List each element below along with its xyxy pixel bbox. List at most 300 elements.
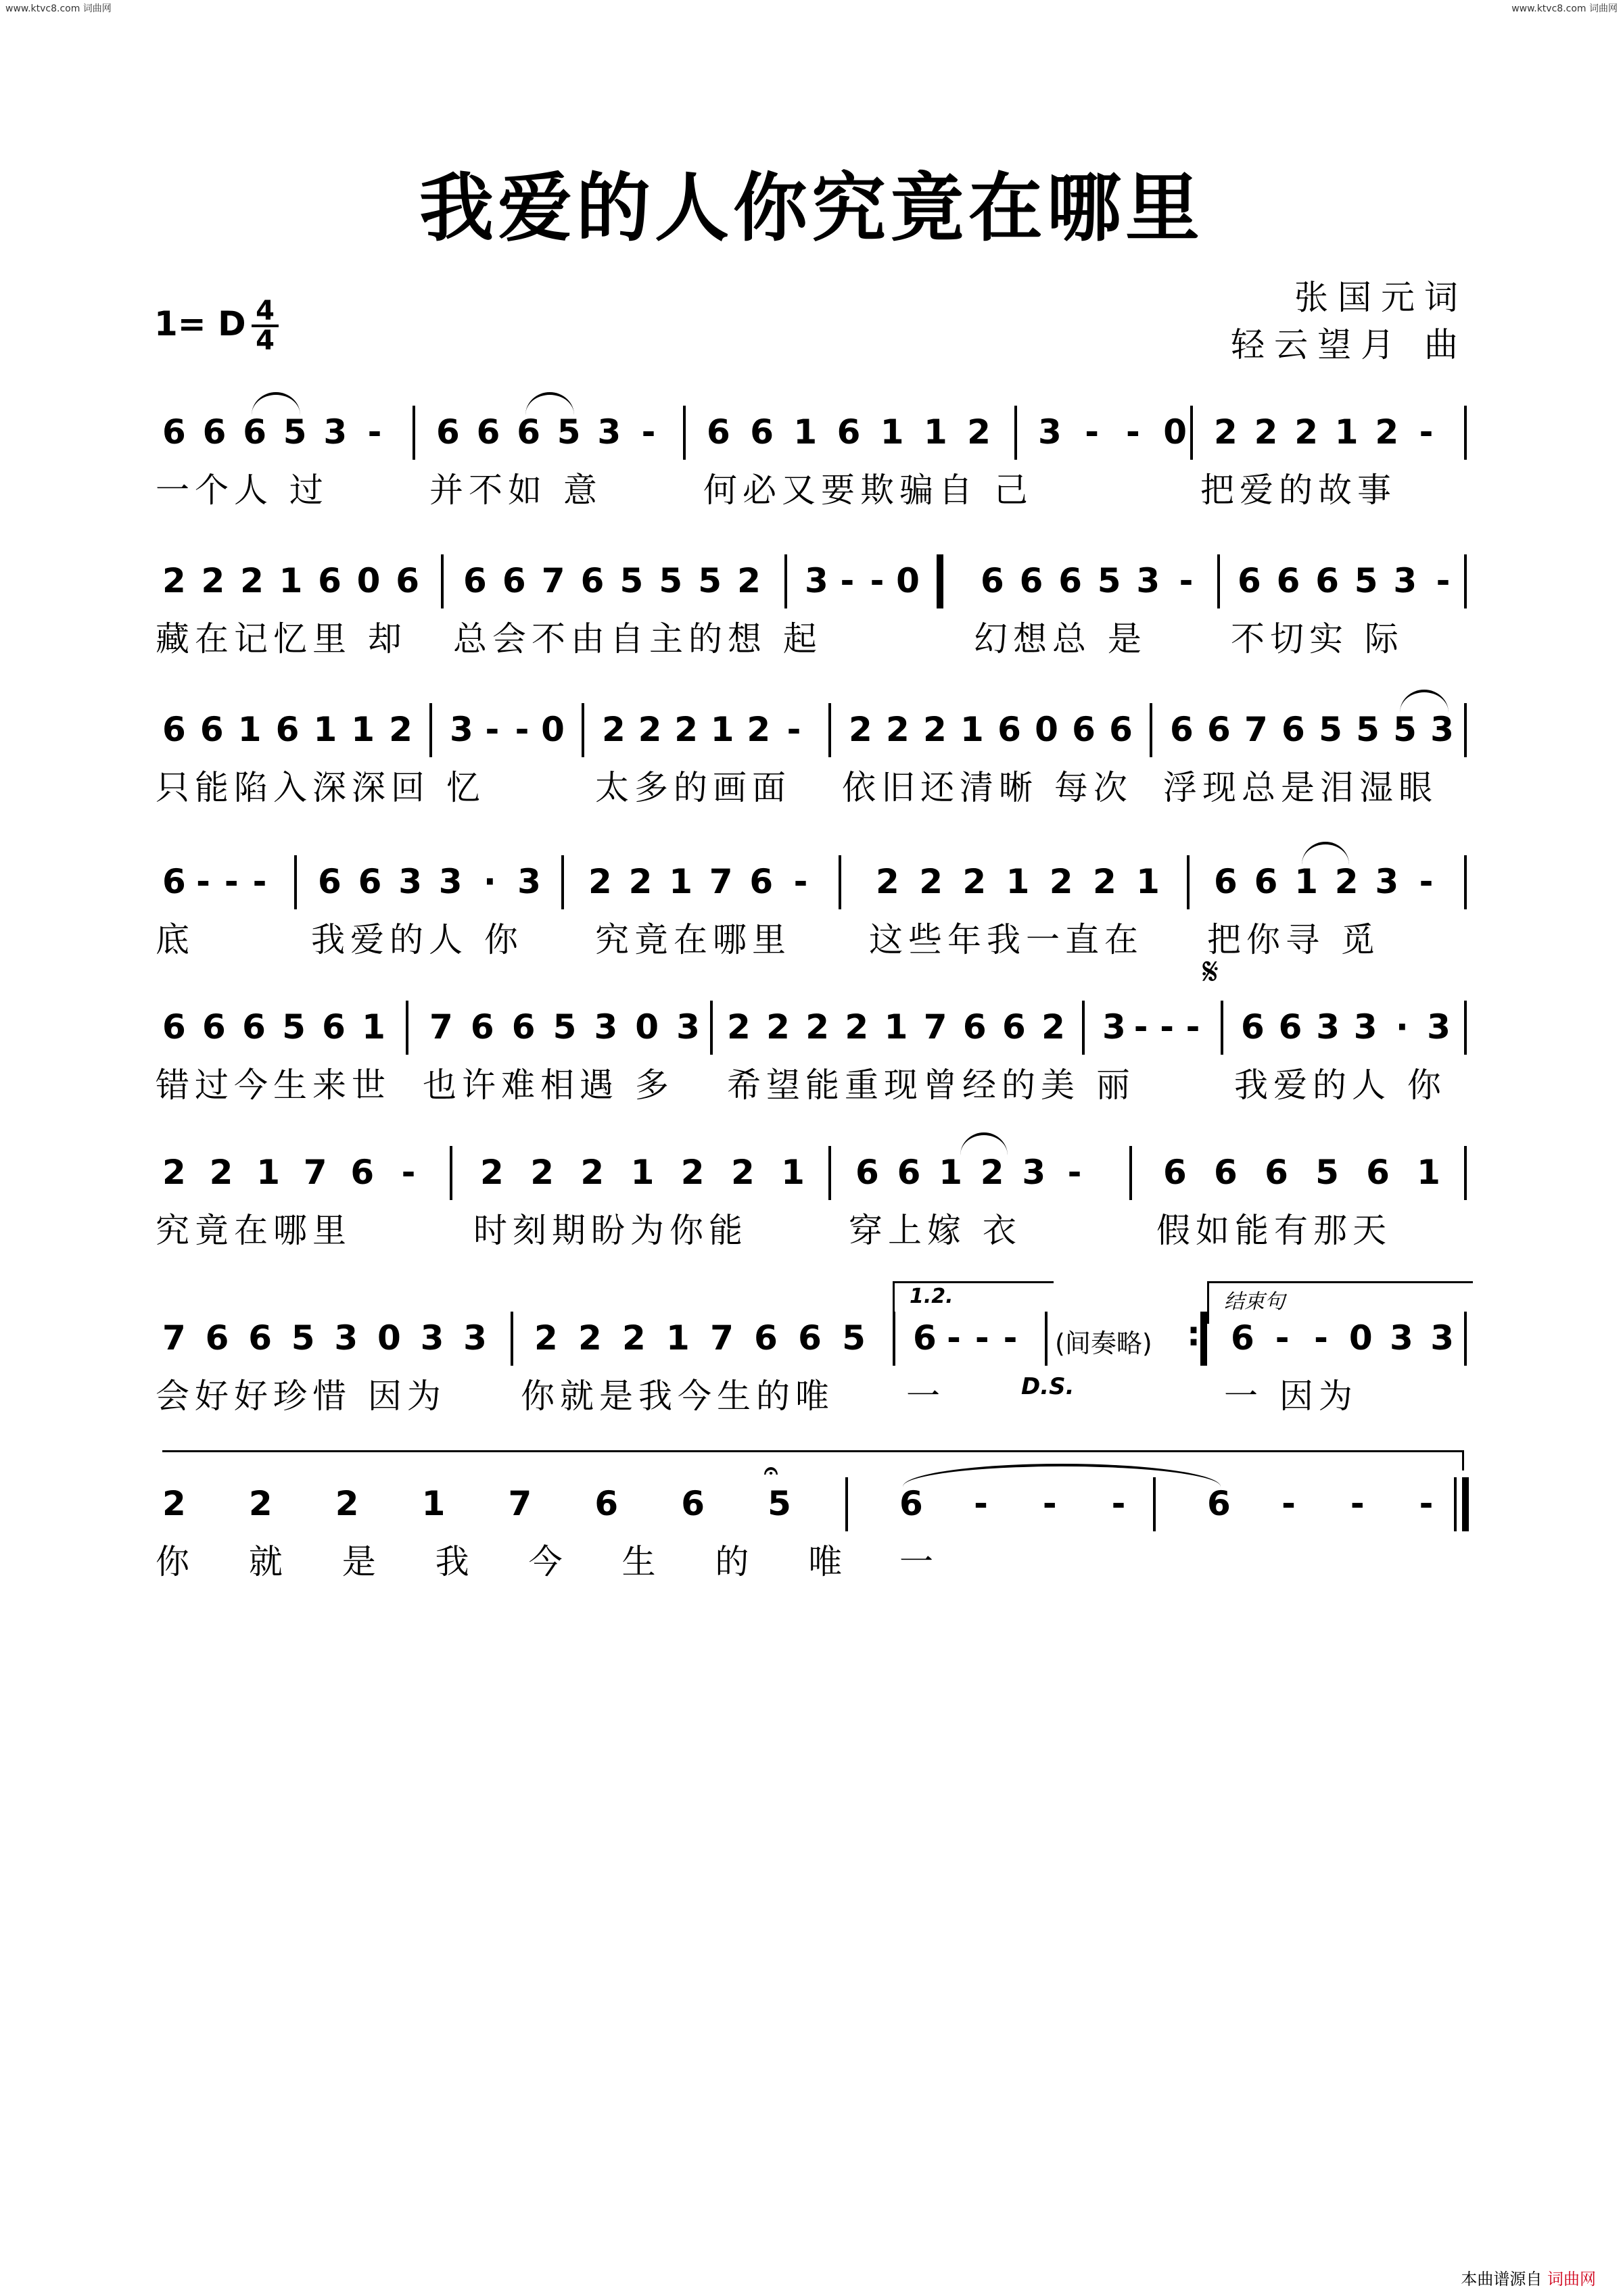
measure [162, 1484, 791, 1538]
lyric: 你就是我今生的唯 [521, 1377, 834, 1416]
note: 0 [377, 1318, 401, 1358]
footer-brand: 词曲网 [1547, 2270, 1596, 2289]
note: 2 [530, 1153, 554, 1192]
barline [1454, 1477, 1457, 1531]
barline [828, 703, 831, 757]
note: 7 [429, 1007, 453, 1047]
lyric: 不切实 际 [1231, 619, 1404, 659]
note: 6 [1109, 710, 1133, 749]
repeat-end-barline [1200, 1312, 1207, 1366]
note: · [1395, 1007, 1409, 1047]
note: 6 [1315, 561, 1339, 600]
note: 5 [698, 561, 722, 600]
note: 1 [669, 862, 692, 901]
notes-row [0, 710, 1623, 764]
lyric: 穿上嫁 衣 [849, 1211, 1022, 1250]
note: 5 [768, 1484, 791, 1523]
measure [981, 561, 1197, 615]
note: 6 [517, 412, 540, 452]
note: 2 [849, 710, 872, 749]
note: 5 [557, 412, 581, 452]
lyric: 只能陷入深深回 忆 [156, 768, 486, 807]
measure [588, 862, 812, 916]
note: 3 [438, 862, 463, 901]
note: - [1160, 1007, 1174, 1047]
note: 6 [913, 1318, 937, 1358]
lyric: 藏在记忆里 却 [156, 619, 407, 659]
note: - [1042, 1484, 1057, 1523]
note: 3 [1136, 561, 1160, 600]
note: 6 [750, 412, 774, 452]
key-signature: 1= D [154, 304, 246, 343]
meter-top: 4 [256, 295, 275, 327]
measure [162, 1153, 419, 1207]
measure [429, 1007, 700, 1061]
note: 1 [884, 1007, 908, 1047]
note: 5 [659, 561, 683, 600]
measure [1170, 710, 1454, 764]
barline [1129, 1146, 1132, 1200]
note: 6 [162, 862, 186, 901]
note: 6 [798, 1318, 822, 1358]
note: 7 [1244, 710, 1268, 749]
lyric: 一 [906, 1377, 945, 1416]
notes-row [0, 1457, 1623, 1538]
barline [784, 554, 787, 608]
measure [162, 561, 419, 615]
note: 3 [1038, 412, 1062, 452]
note: 1 [781, 1153, 805, 1192]
measure [162, 412, 385, 467]
note: 1 [793, 412, 818, 452]
note: - [793, 862, 808, 901]
note: 5 [291, 1318, 315, 1358]
note: - [515, 710, 530, 749]
measure [849, 710, 1133, 764]
note: 3 [1022, 1153, 1046, 1192]
note: 0 [1163, 412, 1187, 452]
note: 5 [1356, 710, 1380, 749]
measure [1163, 1153, 1440, 1207]
lyric: 把你寻 觅 [1207, 920, 1380, 959]
lyrics-row [0, 1058, 1623, 1105]
notes-row [0, 1153, 1623, 1207]
measure [318, 862, 541, 916]
tie [903, 1464, 1221, 1487]
note: 2 [727, 1007, 751, 1047]
note: 3 [517, 862, 541, 901]
note: 7 [710, 1318, 734, 1358]
note: 6 [243, 412, 266, 452]
note: 3 [1390, 1318, 1413, 1358]
lyric: 究竟在哪里 [595, 920, 791, 959]
note: 2 [248, 1484, 273, 1523]
lyric: 时刻期盼为你能 [473, 1211, 748, 1250]
note: 3 [594, 1007, 618, 1047]
lyric: 幻想总 是 [974, 619, 1147, 659]
barline [406, 1001, 408, 1055]
measure [1238, 561, 1454, 615]
note: 3 [334, 1318, 358, 1358]
note: - [1350, 1484, 1365, 1523]
note: 7 [541, 561, 565, 600]
barline [1464, 554, 1467, 608]
note: - [224, 862, 239, 901]
note: 2 [1049, 862, 1073, 901]
barline [294, 855, 297, 909]
lyric: 太多的画面 [595, 768, 791, 807]
note: 2 [201, 561, 225, 600]
note: 2 [389, 710, 413, 749]
header-url-right: www.ktvc8.com 词曲网 [1511, 3, 1618, 14]
note: 2 [674, 710, 698, 749]
note: - [252, 862, 267, 901]
note: 0 [1348, 1318, 1373, 1358]
measure [480, 1153, 805, 1207]
lyric: 这些年我一直在 [869, 920, 1144, 959]
note: 5 [619, 561, 644, 600]
note: - [641, 412, 656, 452]
lyrics-row [0, 1535, 1623, 1582]
measure [162, 710, 413, 764]
note: 7 [303, 1153, 327, 1192]
lyrics-row [0, 913, 1623, 960]
notes-row [0, 1007, 1623, 1061]
note: 2 [162, 1484, 186, 1523]
lyric: 何必又要欺骗自 己 [703, 471, 1033, 510]
lyric: 我爱的人 你 [1234, 1066, 1446, 1105]
lyricist-credit: 张国元词 [1294, 278, 1467, 317]
note: - [786, 710, 801, 749]
slur [252, 392, 300, 415]
note: 0 [1035, 710, 1058, 749]
barline [1464, 703, 1467, 757]
note: 2 [588, 862, 612, 901]
note: 6 [899, 1484, 923, 1523]
note: - [1419, 862, 1434, 901]
note: 5 [1319, 710, 1342, 749]
note: 1 [666, 1318, 690, 1358]
note: 6 [981, 561, 1004, 600]
note: 6 [1241, 1007, 1265, 1047]
note: 2 [737, 561, 761, 600]
lyric: 底 [156, 920, 195, 959]
time-signature [252, 297, 279, 354]
lyrics-row [0, 612, 1623, 659]
note: 6 [749, 862, 774, 901]
note: 6 [476, 412, 500, 452]
barline [710, 1001, 713, 1055]
note: 6 [502, 561, 526, 600]
note: 3 [597, 412, 621, 452]
measure [162, 1007, 385, 1061]
note: 5 [1097, 561, 1121, 600]
note: 6 [511, 1007, 536, 1047]
note: - [1185, 1007, 1200, 1047]
note: 6 [436, 412, 460, 452]
note: 1 [1006, 862, 1030, 901]
measure [162, 862, 270, 916]
note: 2 [480, 1153, 504, 1192]
note: 2 [980, 1153, 1004, 1192]
barline [441, 554, 444, 608]
note: 2 [845, 1007, 869, 1047]
barline [1187, 855, 1190, 909]
note: - [840, 561, 855, 600]
note: 2 [747, 710, 771, 749]
note: 3 [420, 1318, 444, 1358]
note: 3 [805, 561, 828, 600]
interlude-note: (间奏略) [1055, 1329, 1152, 1358]
note: 6 [754, 1318, 778, 1358]
note: 6 [707, 412, 730, 452]
slur [960, 1132, 1008, 1155]
barline [683, 406, 686, 460]
meter-bottom: 4 [252, 325, 279, 354]
coda-line [162, 1450, 1464, 1452]
note: 1 [362, 1007, 385, 1047]
lyric: 会好好珍惜 因为 [156, 1377, 446, 1416]
note: 1 [256, 1153, 280, 1192]
note: 6 [162, 710, 186, 749]
note: 1 [351, 710, 375, 749]
note: 2 [876, 862, 899, 901]
note: 2 [162, 1153, 186, 1192]
lyric: 错过今生来世 [156, 1066, 391, 1105]
note: 6 [322, 1007, 346, 1047]
note: 7 [923, 1007, 947, 1047]
note: 2 [805, 1007, 830, 1047]
note: 0 [635, 1007, 659, 1047]
note: 6 [681, 1484, 705, 1523]
note: 2 [162, 561, 186, 600]
note: 3 [1430, 710, 1454, 749]
lyrics-row [0, 1203, 1623, 1251]
note: 3 [676, 1007, 700, 1047]
note: · [483, 862, 496, 901]
note: 6 [1058, 561, 1082, 600]
note: 6 [897, 1153, 921, 1192]
note: 3 [1393, 561, 1417, 600]
song-title: 我爱的人你究竟在哪里 [419, 164, 1204, 252]
note: - [485, 710, 500, 749]
note: - [1126, 412, 1140, 452]
note: 6 [962, 1007, 987, 1047]
note: 7 [709, 862, 733, 901]
note: 2 [962, 862, 987, 901]
note: 2 [209, 1153, 233, 1192]
note: 2 [923, 710, 947, 749]
note: 5 [842, 1318, 866, 1358]
barline [561, 855, 564, 909]
note: 6 [1254, 862, 1278, 901]
note: 6 [318, 862, 342, 901]
note: 1 [421, 1484, 446, 1523]
barline [1217, 554, 1220, 608]
note: 2 [1041, 1007, 1065, 1047]
note: 0 [541, 710, 565, 749]
note: 5 [1354, 561, 1378, 600]
lyric: 把爱的故事 [1200, 471, 1396, 510]
note: 6 [1019, 561, 1043, 600]
barline [839, 855, 841, 909]
lyric: 依旧还清晰 每次 [842, 768, 1133, 807]
note: 3 [1316, 1007, 1340, 1047]
note: 1 [880, 412, 904, 452]
note: 6 [1276, 561, 1300, 600]
measure [899, 1484, 1129, 1538]
note: 6 [1214, 1153, 1238, 1192]
note: 6 [855, 1153, 879, 1192]
segno-sign: 𝄋 [1202, 950, 1219, 994]
coda-line-end [1462, 1450, 1464, 1470]
note: 6 [162, 1007, 186, 1047]
measure [463, 561, 761, 615]
note: 5 [1393, 710, 1417, 749]
note: 2 [886, 710, 910, 749]
barline [1464, 855, 1467, 909]
barline [582, 703, 584, 757]
lyric: 你 就 是 我 今 生 的 唯 [156, 1542, 867, 1581]
note: 6 [350, 1153, 375, 1192]
barline [1014, 406, 1017, 460]
note: 2 [1254, 412, 1278, 452]
note: 6 [837, 412, 861, 452]
slur [1302, 842, 1349, 865]
note: 2 [919, 862, 943, 901]
note: 2 [1294, 412, 1318, 452]
da-segno-mark: D.S. [1021, 1373, 1075, 1400]
note: 2 [967, 412, 991, 452]
note: - [870, 561, 885, 600]
note: - [1281, 1484, 1296, 1523]
barline [429, 703, 432, 757]
note: 5 [282, 1007, 306, 1047]
note: 6 [1207, 1484, 1231, 1523]
note: 3 [1353, 1007, 1378, 1047]
measure [1214, 412, 1437, 467]
note: 2 [578, 1318, 602, 1358]
note: 5 [283, 412, 307, 452]
measure [1038, 412, 1187, 467]
lyric: 也许难相遇 多 [423, 1066, 674, 1105]
notes-row [0, 561, 1623, 615]
header-url-left: www.ktvc8.com 词曲网 [5, 3, 112, 14]
note: - [1419, 412, 1434, 452]
note: - [1314, 1318, 1328, 1358]
note: 1 [237, 710, 262, 749]
note: 2 [602, 710, 626, 749]
note: 6 [1238, 561, 1261, 600]
note: 6 [470, 1007, 494, 1047]
barline [1190, 406, 1193, 460]
note: 3 [1102, 1007, 1126, 1047]
barline [1464, 1146, 1467, 1200]
volta-label: 1.2. [910, 1285, 954, 1308]
note: 1 [1136, 862, 1160, 901]
note: 1 [960, 710, 984, 749]
note: 6 [202, 412, 227, 452]
barline [1045, 1312, 1048, 1366]
note: - [1133, 1007, 1148, 1047]
note: 2 [534, 1318, 558, 1358]
note: - [974, 1318, 989, 1358]
measure [450, 710, 565, 764]
measure [1207, 1484, 1437, 1538]
measure [534, 1318, 866, 1372]
note: 3 [1427, 1007, 1451, 1047]
note: 6 [358, 862, 382, 901]
barline [1150, 703, 1152, 757]
note: 1 [1334, 412, 1359, 452]
notes-row [0, 862, 1623, 916]
note: - [1179, 561, 1194, 600]
notes-row [0, 1314, 1623, 1372]
lyric: 总会不由自主的想 起 [453, 619, 822, 659]
barline [1082, 1001, 1085, 1055]
note: - [401, 1153, 416, 1192]
note: 6 [205, 1318, 229, 1358]
note: 2 [580, 1153, 605, 1192]
note: 0 [896, 561, 920, 600]
note: - [1419, 1484, 1434, 1523]
note: 2 [628, 862, 653, 901]
note: - [1067, 1153, 1082, 1192]
note: 6 [1170, 710, 1194, 749]
note: 3 [323, 412, 348, 452]
note: 6 [162, 412, 186, 452]
note: - [1111, 1484, 1126, 1523]
note: 6 [463, 561, 487, 600]
note: 3 [1375, 862, 1399, 901]
note: 2 [335, 1484, 359, 1523]
lyric: 一个人 过 [156, 471, 329, 510]
note: 6 [248, 1318, 272, 1358]
final-barline [1462, 1477, 1469, 1531]
note: 2 [1375, 412, 1399, 452]
ending-label: 结束句 [1224, 1290, 1285, 1314]
note: 6 [396, 561, 419, 600]
note: 6 [1002, 1007, 1026, 1047]
note: 2 [1214, 412, 1238, 452]
lyric: 并不如 意 [429, 471, 603, 510]
note: 1 [313, 710, 337, 749]
barline [1464, 1001, 1467, 1055]
note: - [1275, 1318, 1290, 1358]
lyric: 浮现总是泪湿眼 [1163, 768, 1438, 807]
note: - [196, 862, 210, 901]
note: 3 [398, 862, 422, 901]
lyric: 究竟在哪里 [156, 1211, 352, 1250]
note: 6 [1278, 1007, 1302, 1047]
note: 7 [508, 1484, 532, 1523]
note: 6 [1207, 710, 1231, 749]
note: 2 [730, 1153, 755, 1192]
note: 3 [450, 710, 473, 749]
note: 6 [275, 710, 300, 749]
note: 0 [356, 561, 381, 600]
note: 6 [1281, 710, 1305, 749]
note: 6 [1163, 1153, 1187, 1192]
lyrics-row [0, 1369, 1623, 1416]
measure [1214, 862, 1437, 916]
barline [893, 1312, 895, 1366]
note: 1 [279, 561, 303, 600]
measure [913, 1318, 1021, 1372]
lyrics-row [0, 463, 1623, 510]
lyric: 假如能有那天 [1156, 1211, 1392, 1250]
note: 6 [1366, 1153, 1390, 1192]
